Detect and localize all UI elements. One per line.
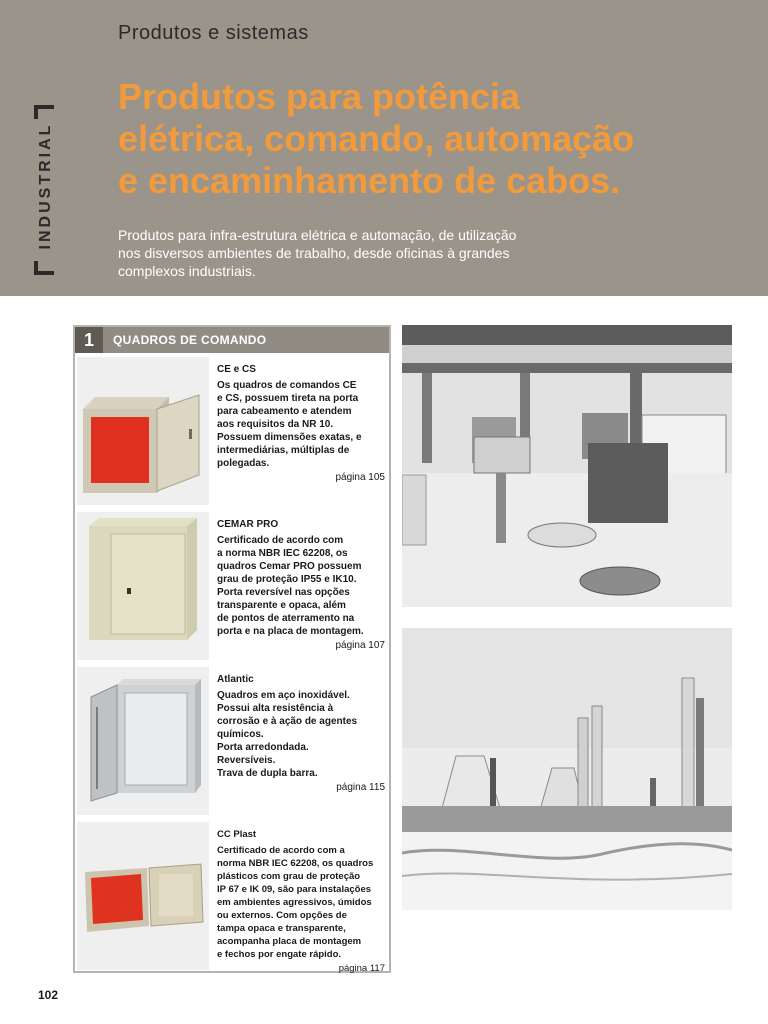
product-desc-line: em ambientes agressivos, úmidos <box>217 897 372 908</box>
product-name: CE e CS <box>217 364 256 375</box>
product-desc-line: Porta reversível nas opções <box>217 587 350 598</box>
product-item <box>77 357 387 505</box>
product-desc-line: tampa opaca e transparente, <box>217 923 346 934</box>
page-title <box>118 76 718 202</box>
subtitle <box>118 226 588 280</box>
product-desc-line: quadros Cemar PRO possuem <box>217 561 362 572</box>
section-title: QUADROS DE COMANDO <box>113 333 267 347</box>
product-desc-line: corrosão e à ação de agentes <box>217 716 358 727</box>
product-desc-line: a norma NBR IEC 62208, os <box>217 548 348 559</box>
product-desc-line: norma NBR IEC 62208, os quadros <box>217 858 374 869</box>
product-desc-line: Os quadros de comandos CE <box>217 380 357 391</box>
panel-header <box>75 327 389 353</box>
product-desc-line: Certificado de acordo com a <box>217 845 345 856</box>
product-desc-line: químicos. <box>217 729 264 740</box>
page-reference: página 107 <box>335 640 385 651</box>
subtitle-line: Produtos para infra-estrutura elétrica e automação, de utilização <box>118 227 517 243</box>
page-reference: página 117 <box>338 963 385 974</box>
header-banner <box>0 0 768 296</box>
product-desc-line: e fechos por engate rápido. <box>217 949 342 960</box>
title-line: elétrica, comando, automação <box>118 118 635 159</box>
product-desc-line: Reversíveis. <box>217 755 276 766</box>
product-desc-line: plásticos com grau de proteção <box>217 871 361 882</box>
product-item <box>77 822 387 974</box>
plant-illustration <box>402 628 732 910</box>
product-text <box>217 673 389 794</box>
bracket-bottom <box>34 271 54 275</box>
product-image-cemar-pro <box>77 512 209 660</box>
product-desc-line: Possuem dimensões exatas, e <box>217 432 362 443</box>
subtitle-line: complexos industriais. <box>118 263 256 279</box>
product-image-atlantic <box>77 667 209 815</box>
product-desc-line: IP 67 e IK 09, são para instalações <box>217 884 372 895</box>
product-desc-line: Quadros em aço inoxidável. <box>217 690 350 701</box>
product-desc-line: Porta arredondada. <box>217 742 309 753</box>
side-section-tab <box>28 105 62 275</box>
product-image-ce-cs <box>77 357 209 505</box>
product-desc-line: transparente e opaca, além <box>217 600 346 611</box>
product-desc-line: grau de proteção IP55 e IK10. <box>217 574 357 585</box>
page-number: 102 <box>38 988 59 1002</box>
title-line: Produtos para potência <box>118 76 521 117</box>
product-desc-line: acompanha placa de montagem <box>217 936 362 947</box>
product-text <box>217 518 389 652</box>
product-desc-line: aos requisitos da NR 10. <box>217 419 334 430</box>
product-panel <box>73 325 391 973</box>
side-label: INDUSTRIAL <box>37 122 54 250</box>
product-desc-line: para cabeamento e atendem <box>217 406 352 417</box>
title-line: e encaminhamento de cabos. <box>118 160 621 201</box>
product-desc-line: intermediárias, múltiplas de <box>217 445 350 456</box>
section-number: 1 <box>75 327 103 353</box>
subtitle-line: nos disversos ambientes de trabalho, desde oficinas à grandes <box>118 245 510 261</box>
product-desc-line: Trava de dupla barra. <box>217 768 318 779</box>
product-desc-line: e CS, possuem tireta na porta <box>217 393 359 404</box>
product-desc-line: Possui alta resistência à <box>217 703 334 714</box>
product-name: Atlantic <box>217 674 254 685</box>
product-text <box>217 828 389 975</box>
product-desc-line: ou externos. Com opções de <box>217 910 347 921</box>
kicker: Produtos e sistemas <box>118 22 309 44</box>
product-desc-line: Certificado de acordo com <box>217 535 344 546</box>
product-text <box>217 363 389 484</box>
product-desc-line: polegadas. <box>217 458 270 469</box>
product-name: CEMAR PRO <box>217 519 279 530</box>
product-desc-line: porta e na placa de montagem. <box>217 626 364 637</box>
product-image-cc-plast <box>77 822 209 970</box>
product-item <box>77 667 387 815</box>
page-reference: página 105 <box>335 472 385 483</box>
product-item <box>77 512 387 660</box>
factory-illustration <box>402 325 732 607</box>
product-name: CC Plast <box>217 829 257 840</box>
product-desc-line: de pontos de aterramento na <box>217 613 355 624</box>
page-reference: página 115 <box>336 782 385 793</box>
